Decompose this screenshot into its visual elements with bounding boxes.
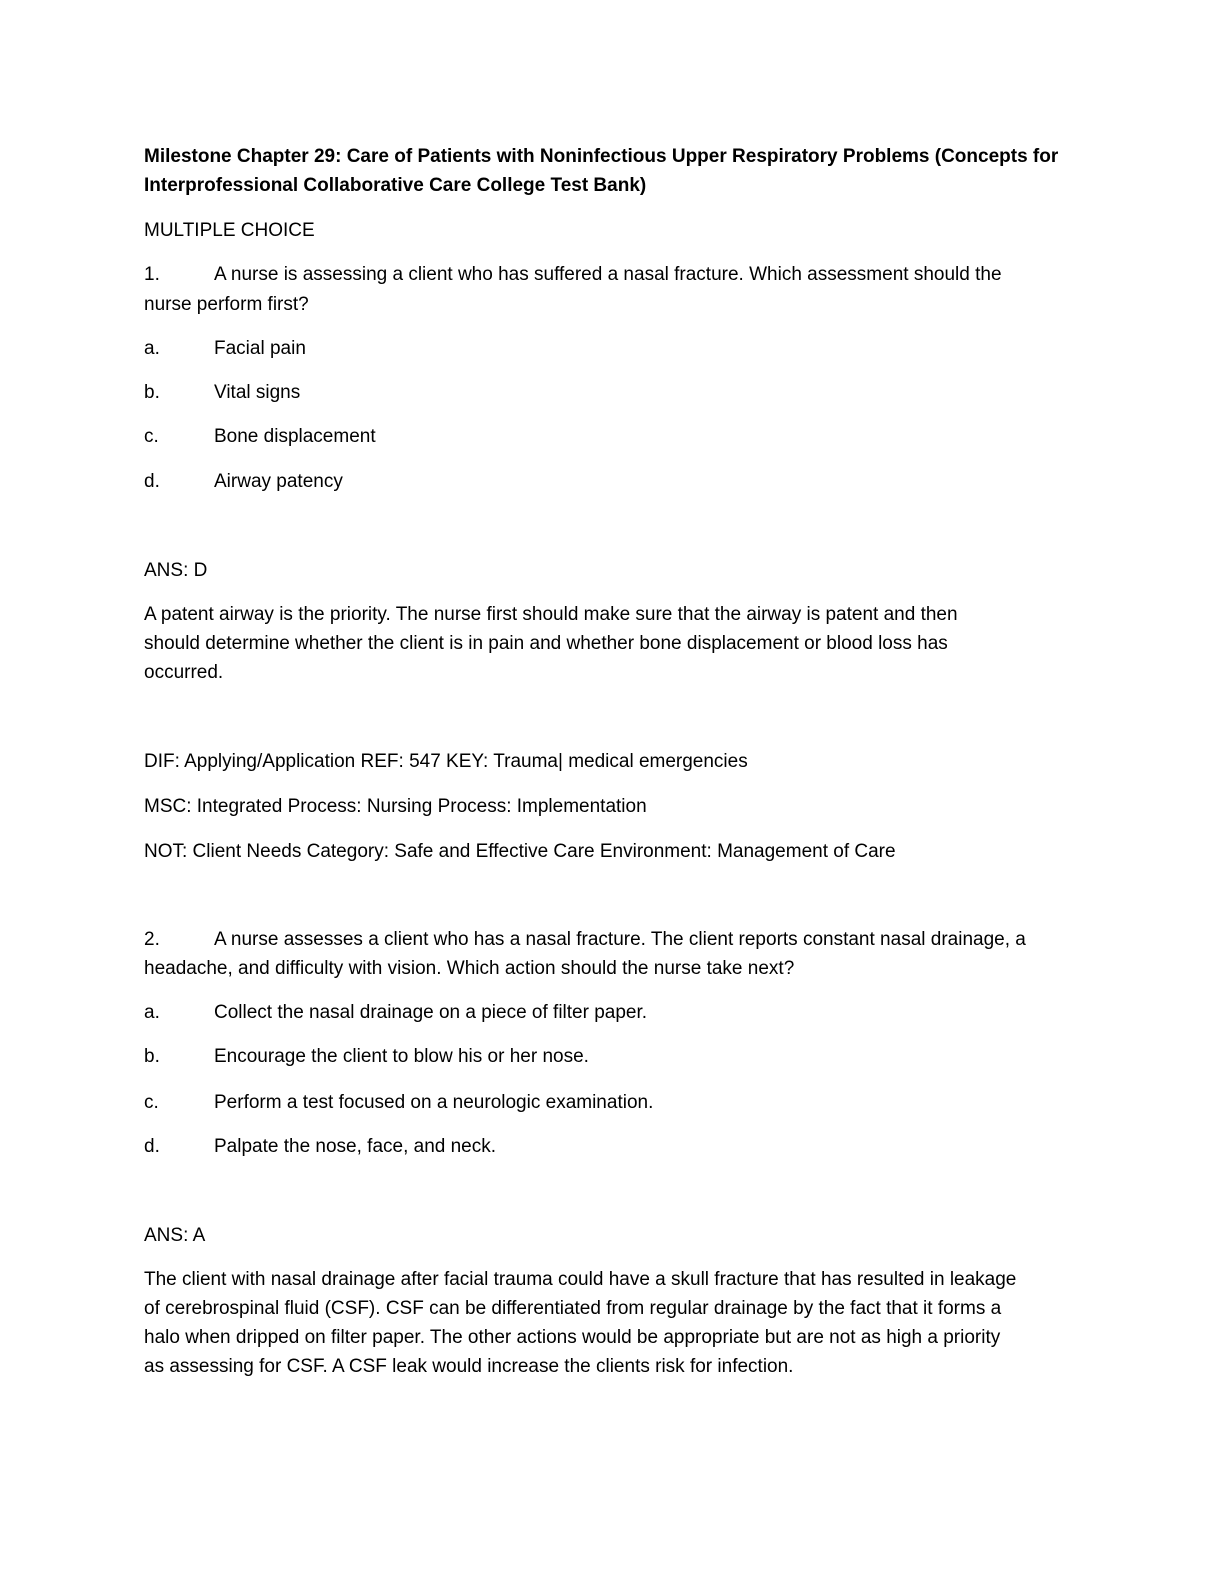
option-letter: b. [144, 1046, 160, 1067]
document-title-line-1: Milestone Chapter 29: Care of Patients with Noninfectious Upper Respiratory Problems (Concepts for [144, 146, 1059, 167]
question-stem-line-1: A nurse is assessing a client who has suffered a nasal fracture. Which assessment should the [214, 264, 1002, 285]
option-letter: a. [144, 1002, 160, 1023]
rationale-line: should determine whether the client is in pain and whether bone displacement or blood loss has [144, 633, 948, 654]
option-text: Encourage the client to blow his or her nose. [214, 1046, 589, 1067]
question-number: 1. [144, 264, 160, 285]
option-text: Collect the nasal drainage on a piece of filter paper. [214, 1002, 648, 1023]
question-stem-line-2: headache, and difficulty with vision. Which action should the nurse take next? [144, 958, 795, 979]
rationale-line: The client with nasal drainage after facial trauma could have a skull fracture that has resulted in leakage [144, 1269, 1017, 1290]
option-letter: d. [144, 1136, 160, 1157]
answer-key: ANS: A [144, 1225, 206, 1246]
rationale-line: as assessing for CSF. A CSF leak would increase the clients risk for infection. [144, 1356, 794, 1377]
option-text: Facial pain [214, 338, 306, 359]
option-letter: d. [144, 471, 160, 492]
option-letter: a. [144, 338, 160, 359]
section-heading: MULTIPLE CHOICE [144, 220, 315, 241]
option-letter: b. [144, 382, 160, 403]
option-text: Palpate the nose, face, and neck. [214, 1136, 497, 1157]
option-letter: c. [144, 1092, 159, 1113]
rationale-line: halo when dripped on filter paper. The other actions would be appropriate but are not as high a priority [144, 1327, 1001, 1348]
answer-key: ANS: D [144, 560, 208, 581]
option-text: Bone displacement [214, 426, 376, 447]
option-letter: c. [144, 426, 159, 447]
rationale-line: of cerebrospinal fluid (CSF). CSF can be differentiated from regular drainage by the fact that it forms a [144, 1298, 1002, 1319]
not-line: NOT: Client Needs Category: Safe and Effective Care Environment: Management of Care [144, 841, 896, 862]
msc-line: MSC: Integrated Process: Nursing Process: Implementation [144, 796, 647, 817]
rationale-line: A patent airway is the priority. The nurse first should make sure that the airway is patent and then [144, 604, 958, 625]
option-text: Perform a test focused on a neurologic examination. [214, 1092, 654, 1113]
rationale-line: occurred. [144, 662, 224, 683]
question-stem-line-1: A nurse assesses a client who has a nasal fracture. The client reports constant nasal drainage, a [214, 929, 1026, 950]
option-text: Vital signs [214, 382, 301, 403]
document-title-line-2: Interprofessional Collaborative Care College Test Bank) [144, 175, 647, 196]
option-text: Airway patency [214, 471, 343, 492]
question-number: 2. [144, 929, 160, 950]
question-stem-line-2: nurse perform first? [144, 294, 309, 315]
dif-ref-key: DIF: Applying/Application REF: 547 KEY: Trauma| medical emergencies [144, 751, 748, 772]
